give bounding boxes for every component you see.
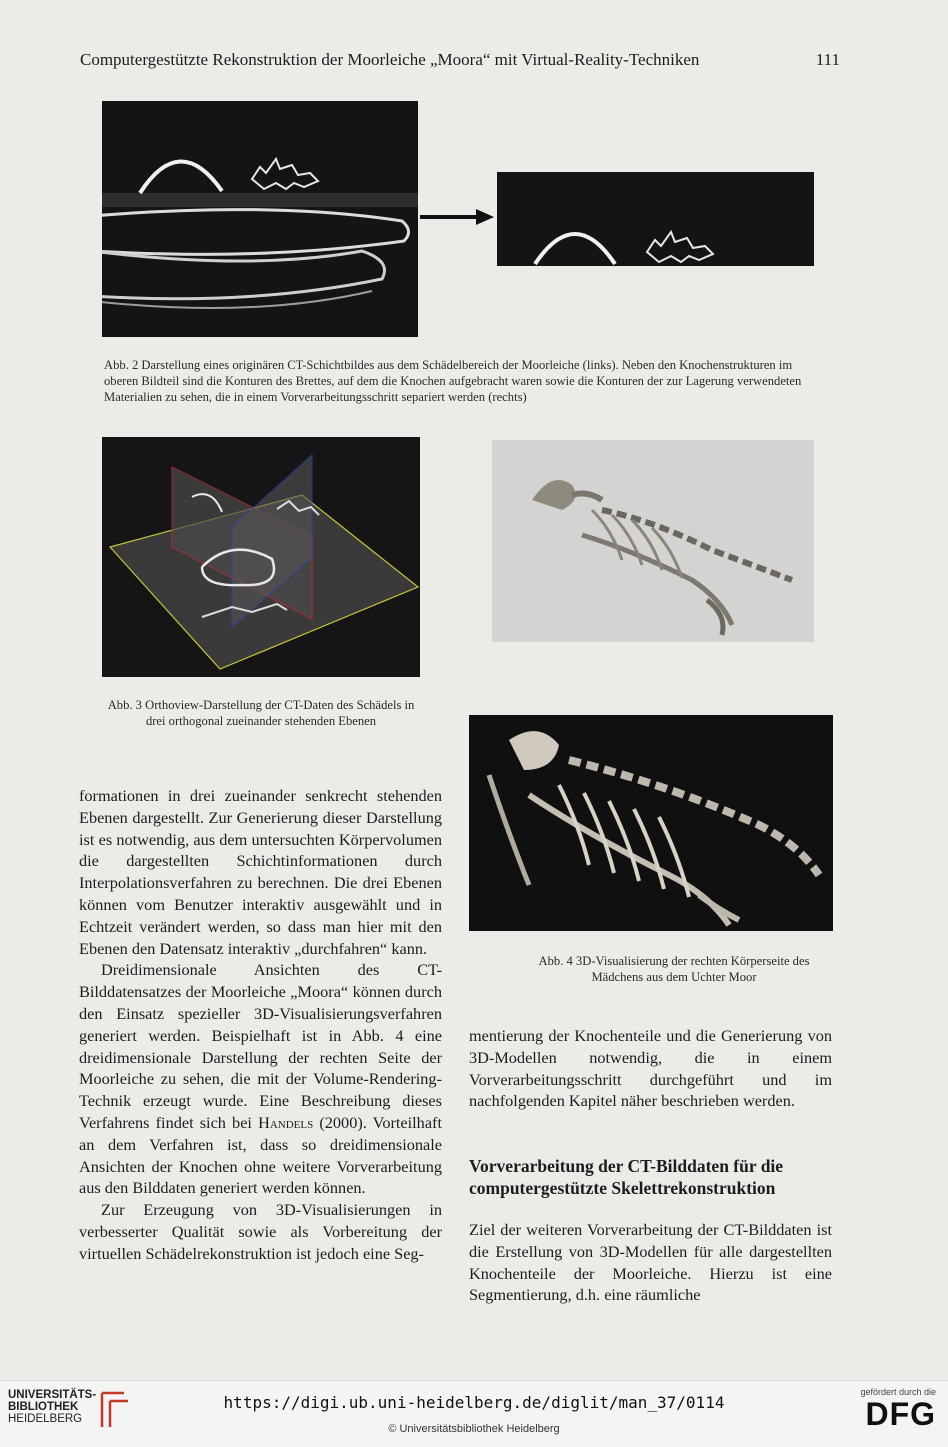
figure-4-render-light — [492, 440, 814, 642]
library-line-1: UNIVERSITÄTS- — [8, 1389, 97, 1401]
viewer-footer — [0, 1380, 948, 1447]
left-paragraph-2-text-b: (2000). Vorteilhaft an dem Verfahren ist, dass so dreidimensionale Ansichten der Knochen ohne weitere Vorverarbeitung aus den Bilddaten generiert werden können. — [79, 1112, 442, 1198]
separated-ct-image — [497, 172, 814, 266]
section-heading: Vorverarbeitung der CT-Bilddaten für die computergestützte Skelettrekonstruktion — [469, 1156, 784, 1198]
library-line-3: HEIDELBERG — [8, 1413, 83, 1425]
ct-slice-image — [102, 101, 418, 337]
right-column-top — [469, 1025, 832, 1112]
left-paragraph-2 — [79, 959, 442, 1199]
figure-3-orthoview — [102, 437, 420, 677]
skeleton-render-dark — [469, 715, 833, 931]
permalink-url[interactable]: https://digi.ub.uni-heidelberg.de/diglit/man_37/0114 — [223, 1393, 725, 1412]
page-number: 111 — [815, 50, 840, 69]
copyright-notice: © Universitätsbibliothek Heidelberg — [388, 1423, 560, 1435]
arrow-icon — [420, 208, 494, 231]
skeleton-render-light — [492, 440, 814, 642]
running-title: Computergestützte Rekonstruktion der Moorleiche „Moora“ mit Virtual-Reality-Techniken — [80, 50, 700, 69]
left-column — [79, 785, 442, 1265]
figure-2-original-ct-slice — [102, 101, 418, 337]
figure-2-separated-ct-slice — [497, 172, 814, 266]
funded-by-label: gefördert durch die — [860, 1387, 936, 1397]
figure-4-caption: Abb. 4 3D-Visualisierung der rechten Körperseite des Mädchens aus dem Uchter Moor — [538, 954, 810, 984]
dfg-wordmark: DFG — [865, 1396, 936, 1432]
citation-author: Handels — [258, 1112, 314, 1132]
left-paragraph-2-text-a: Dreidimensionale Ansichten des CT-Bilddatensatzes der Moorleiche „Moora“ können durch den Einsatz spezieller 3D-Visualisierungsverfahren generiert werden. Beispielhaft ist in Abb. 4 eine dreidimensionale Darstellung der rechten Seite der Moorleiche zu sehen, die mit der Volume-Rendering-Technik erzeugt wurde. Eine Beschreibung dieses Verfahrens findet sich bei — [79, 960, 442, 1132]
dfg-logo[interactable] — [826, 1387, 936, 1431]
figure-3-caption: Abb. 3 Orthoview-Darstellung der CT-Daten des Schädels in drei orthogonal zueinander stehenden Ebenen — [107, 698, 415, 728]
left-paragraph-3: Zur Erzeugung von 3D-Visualisierungen in verbesserter Qualität sowie als Vorbereitung der virtuellen Schädelrekonstruktion ist jedoch eine Seg- — [79, 1200, 442, 1263]
orthoview-image — [102, 437, 420, 677]
left-paragraph-1: formationen in drei zueinander senkrecht stehenden Ebenen dargestellt. Zur Generierung dieser Darstellung ist es notwendig, aus dem untersuchten Körpervolumen die dargestellten Schichtinformationen durch Interpolationsverfahren zu berechnen. Die drei Ebenen können vom Benutzer interaktiv ausgewählt und in Echtzeit verändert werden, so dass man hier mit den Ebenen den Datensatz interaktiv „durchfahren“ kann. — [79, 786, 442, 958]
figure-4-render-dark — [469, 715, 833, 931]
right-paragraph-2: Ziel der weiteren Vorverarbeitung der CT-Bilddaten ist die Erstellung von 3D-Modellen für alle dargestellten Knochenteile der Moorleiche. Hierzu ist eine Segmentierung, d.h. eine räumliche — [469, 1220, 832, 1305]
right-column-bottom — [469, 1219, 832, 1306]
library-line-2: BIBLIOTHEK — [8, 1401, 79, 1413]
right-paragraph-1: mentierung der Knochenteile und die Generierung von 3D-Modellen notwendig, die in einem Vorverarbeitungsschritt durchgeführt und im nachfolgenden Kapitel näher beschrieben werden. — [469, 1026, 832, 1111]
figure-2-caption: Abb. 2 Darstellung eines originären CT-Schichtbildes aus dem Schädelbereich der Moorleiche (links). Neben den Knochenstrukturen im oberen Bildteil sind die Konturen des Brettes, auf dem die Knochen aufgebracht waren sowie die Konturen der zur Lagerung verwendeten Materialien zu sehen, die in einem Vorverarbeitungsschritt separiert werden (rechts) — [104, 358, 802, 404]
